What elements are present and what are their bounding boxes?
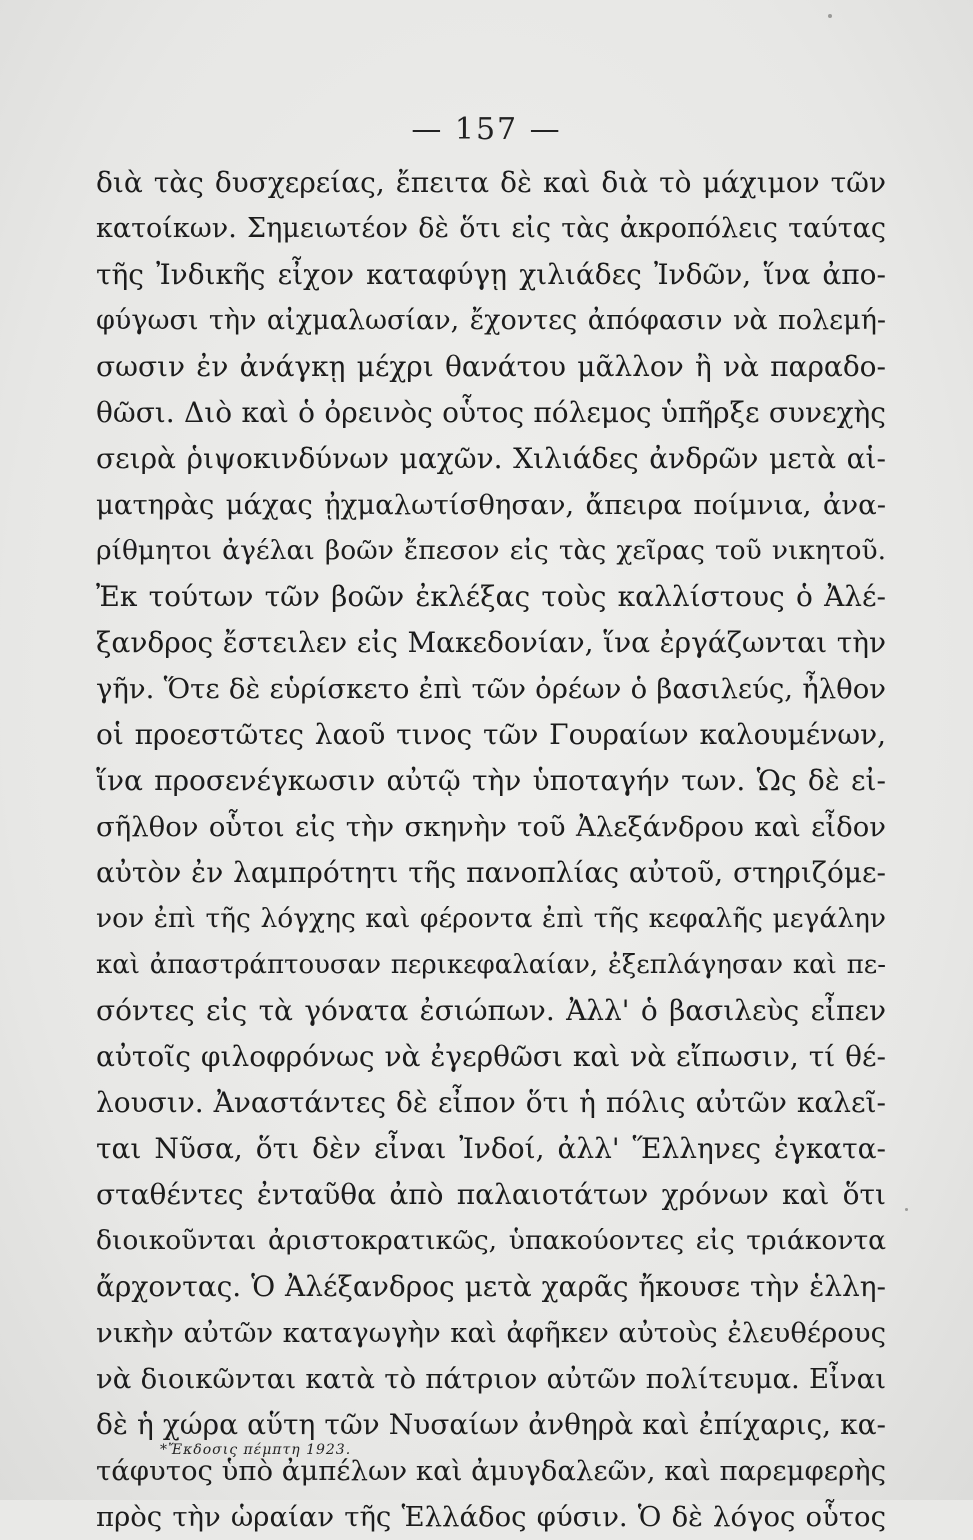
page-number: — 157 —	[411, 112, 562, 147]
text-line: νὰ διοικῶνται κατὰ τὸ πάτριον αὐτῶν πολίτευμα. Εἶναι	[96, 1363, 886, 1395]
text-line: αὐτοῖς φιλοφρόνως νὰ ἐγερθῶσι καὶ νὰ εἴπωσιν, τί θέ-	[96, 1040, 886, 1073]
text-line: πρὸς τὴν ὡραίαν τῆς Ἑλλάδος φύσιν. Ὁ δὲ λόγος οὗτος	[96, 1501, 886, 1533]
text-line: οἱ προεστῶτες λαοῦ τινος τῶν Γουραίων καλουμένων,	[96, 718, 886, 751]
text-line: κατοίκων. Σημειωτέον δὲ ὅτι εἰς τὰς ἀκροπόλεις ταύτας	[96, 213, 886, 244]
text-line: Ἐκ τούτων τῶν βοῶν ἐκλέξας τοὺς καλλίστους ὁ Ἀλέ-	[96, 580, 886, 613]
text-line: φύγωσι τὴν αἰχμαλωσίαν, ἔχοντες ἀπόφασιν νὰ πολεμή-	[96, 305, 886, 336]
text-line: ἵνα προσενέγκωσιν αὐτῷ τὴν ὑποταγήν των. Ὡς δὲ εἰ-	[96, 764, 886, 797]
text-line: λουσιν. Ἀναστάντες δὲ εἶπον ὅτι ἡ πόλις αὐτῶν καλεῖ-	[96, 1086, 886, 1119]
text-line: αὐτὸν ἐν λαμπρότητι τῆς πανοπλίας αὐτοῦ, στηριζόμε-	[96, 856, 886, 889]
text-line: δὲ ἡ χώρα αὕτη τῶν Νυσαίων ἀνθηρὰ καὶ ἐπίχαρις, κα-	[96, 1408, 886, 1441]
text-line: σταθέντες ἐνταῦθα ἀπὸ παλαιοτάτων χρόνων καὶ ὅτι	[96, 1178, 886, 1211]
text-line: καὶ ἀπαστράπτουσαν περικεφαλαίαν, ἐξεπλάγησαν καὶ πε-	[96, 950, 886, 980]
text-line: ξανδρος ἔστειλεν εἰς Μακεδονίαν, ἵνα ἐργάζωνται τὴν	[96, 626, 886, 659]
paper-speck	[905, 1208, 908, 1211]
body-text	[96, 160, 886, 1540]
text-line: ἄρχοντας. Ὁ Ἀλέξανδρος μετὰ χαρᾶς ἤκουσε τὴν ἑλλη-	[96, 1270, 886, 1303]
text-line: γῆν. Ὅτε δὲ εὑρίσκετο ἐπὶ τῶν ὀρέων ὁ βασιλεύς, ἦλθον	[96, 673, 886, 705]
text-line: σειρὰ ῥιψοκινδύνων μαχῶν. Χιλιάδες ἀνδρῶν μετὰ αἱ-	[96, 442, 886, 475]
text-line: ματηρὰς μάχας ᾐχμαλωτίσθησαν, ἄπειρα ποίμνια, ἀνα-	[96, 489, 886, 521]
text-line: τάφυτος ὑπὸ ἀμπέλων καὶ ἀμυγδαλεῶν, καὶ παρεμφερὴς	[96, 1455, 886, 1487]
text-line: νικὴν αὐτῶν καταγωγὴν καὶ ἀφῆκεν αὐτοὺς ἐλευθέρους	[96, 1317, 886, 1349]
text-line: σωσιν ἐν ἀνάγκῃ μέχρι θανάτου μᾶλλον ἢ νὰ παραδο-	[96, 350, 886, 383]
text-line: σῆλθον οὗτοι εἰς τὴν σκηνὴν τοῦ Ἀλεξάνδρου καὶ εἶδον	[96, 811, 886, 843]
text-line: νον ἐπὶ τῆς λόγχης καὶ φέροντα ἐπὶ τῆς κεφαλῆς μεγάλην	[96, 903, 886, 934]
edition-footnote: *Ἔκδοσις πέμπτη 1923.	[160, 1442, 352, 1458]
text-line: διὰ τὰς δυσχερείας, ἔπειτα δὲ καὶ διὰ τὸ μάχιμον τῶν	[96, 166, 886, 199]
text-line: διοικοῦνται ἀριστοκρατικῶς, ὑπακούοντες εἰς τριάκοντα	[96, 1225, 886, 1256]
text-line: σόντες εἰς τὰ γόνατα ἐσιώπων. Ἀλλ' ὁ βασιλεὺς εἶπεν	[96, 994, 886, 1027]
text-line: θῶσι. Διὸ καὶ ὁ ὀρεινὸς οὗτος πόλεμος ὑπῆρξε συνεχὴς	[96, 396, 886, 429]
text-line: ται Νῦσα, ὅτι δὲν εἶναι Ἰνδοί, ἀλλ' Ἕλληνες ἐγκατα-	[96, 1132, 886, 1165]
text-line: ρίθμητοι ἀγέλαι βοῶν ἔπεσον εἰς τὰς χεῖρας τοῦ νικητοῦ.	[96, 535, 886, 566]
text-line: τῆς Ἰνδικῆς εἶχον καταφύγῃ χιλιάδες Ἰνδῶν, ἵνα ἀπο-	[96, 258, 886, 291]
paper-speck	[828, 14, 832, 18]
